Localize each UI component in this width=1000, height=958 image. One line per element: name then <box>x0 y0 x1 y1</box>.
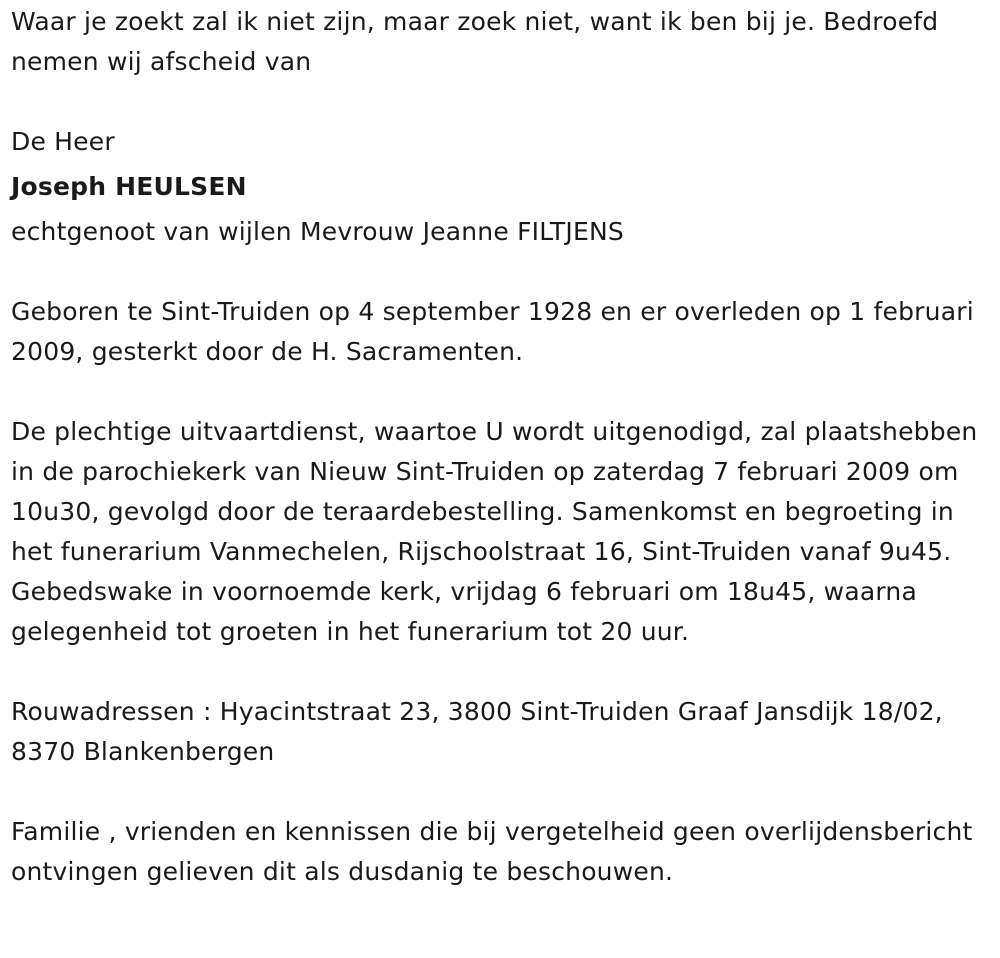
service-text: De plechtige uitvaartdienst, waartoe U wordt uitgenodigd, zal plaatshebben in de parochiekerk van Nieuw Sint-Truiden op zaterdag 7 februari 2009 om 10u30, gevolgd door de teraardebestelling. Samenkomst en begroeting in het funerarium Vanmechelen, Rijschoolstraat 16, Sint-Truiden vanaf 9u45. Gebedswake in voornoemde kerk, vrijdag 6 februari om 18u45, waarna gelegenheid tot groeten in het funerarium tot 20 uur. <box>11 417 978 646</box>
deceased-name: Joseph HEULSEN <box>11 172 247 201</box>
spacer <box>11 372 996 412</box>
spouse-text: echtgenoot van wijlen Mevrouw Jeanne FILTJENS <box>11 217 624 246</box>
addresses-text: Rouwadressen : Hyacintstraat 23, 3800 Sint-Truiden Graaf Jansdijk 18/02, 8370 Blankenbergen <box>11 697 943 766</box>
opening-text: Waar je zoekt zal ik niet zijn, maar zoek niet, want ik ben bij je. Bedroefd nemen wij afscheid van <box>11 7 939 76</box>
salutation: De Heer <box>11 127 115 156</box>
spacer <box>11 82 996 122</box>
spacer <box>11 252 996 292</box>
birth-death-text: Geboren te Sint-Truiden op 4 september 1928 en er overleden op 1 februari 2009, gesterkt door de H. Sacramenten. <box>11 297 974 366</box>
spacer <box>11 772 996 812</box>
obituary-document <box>11 2 996 892</box>
closing-text: Familie , vrienden en kennissen die bij vergetelheid geen overlijdensbericht ontvingen gelieven dit als dusdanig te beschouwen. <box>11 817 973 886</box>
spacer <box>11 652 996 692</box>
